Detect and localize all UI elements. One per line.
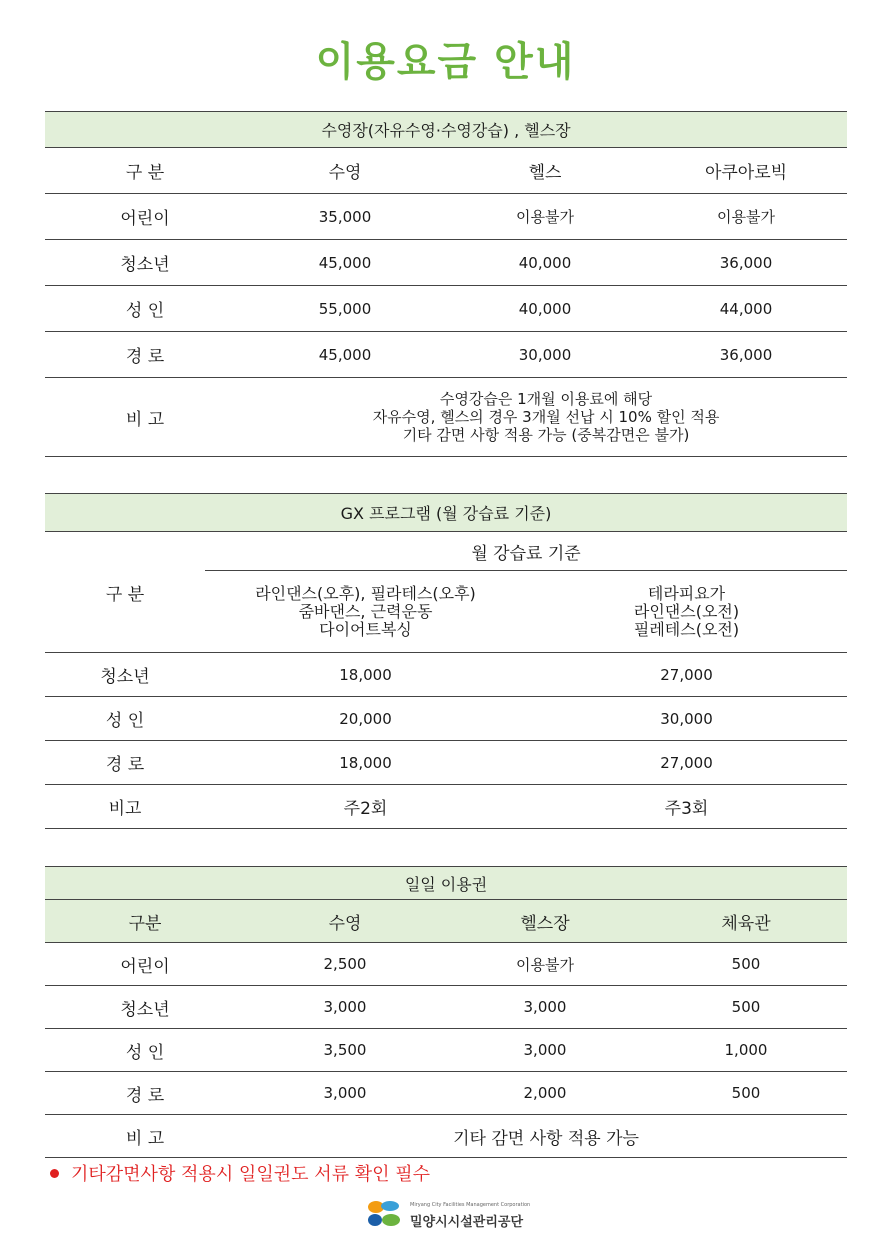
table-cell: 500: [645, 943, 847, 986]
table-cell: 1,000: [645, 1029, 847, 1072]
program-name: 다이어트복싱: [319, 619, 412, 639]
table-cell: 3,000: [245, 1072, 445, 1115]
table-cell: 35,000: [245, 194, 445, 240]
column-header: 헬스장: [445, 900, 645, 943]
table-cell: 44,000: [645, 286, 847, 332]
note-line: 기타 감면 사항 적용 가능 (중복감면은 불가): [402, 426, 690, 444]
table-cell: 3,000: [445, 1029, 645, 1072]
column-header: 구 분: [45, 148, 245, 194]
table-cell: 3,000: [445, 986, 645, 1029]
table-row: [45, 741, 847, 785]
program-group-1: [205, 571, 526, 653]
table-cell: 이용불가: [445, 943, 645, 986]
program-name: 라인댄스(오전): [633, 601, 740, 621]
column-header: 체육관: [645, 900, 847, 943]
program-group-2: [526, 571, 847, 653]
logo-mark-icon: [366, 1198, 402, 1230]
column-header: 수영: [245, 148, 445, 194]
table-heading: 수영장(자유수영·수영강습) , 헬스장: [45, 112, 847, 148]
row-label: 경 로: [45, 741, 205, 785]
table-cell: 2,500: [245, 943, 445, 986]
row-label: 성 인: [45, 1029, 245, 1072]
note-text: [245, 378, 847, 457]
row-label: 성 인: [45, 286, 245, 332]
table-heading: 일일 이용권: [45, 867, 847, 900]
program-name: 라인댄스(오후), 필라테스(오후): [255, 583, 476, 603]
daily-pass-fee-table: [45, 866, 847, 1158]
table-row: [45, 653, 847, 697]
table-cell: 45,000: [245, 240, 445, 286]
table-cell: 이용불가: [445, 194, 645, 240]
table-row: [45, 240, 847, 286]
note-row: [45, 378, 847, 457]
row-label: 어린이: [45, 943, 245, 986]
table-cell: 18,000: [205, 741, 526, 785]
footer-notice-text: 기타감면사항 적용시 일일권도 서류 확인 필수: [71, 1164, 430, 1185]
table-cell: 36,000: [645, 240, 847, 286]
table-cell: 이용불가: [645, 194, 847, 240]
column-header: 구 분: [45, 532, 205, 653]
table-row: [45, 943, 847, 986]
table-cell: 27,000: [526, 741, 847, 785]
table-cell: 주3회: [526, 785, 847, 829]
row-label: 비고: [45, 785, 205, 829]
row-label: 경 로: [45, 1072, 245, 1115]
page-title: 이용요금 안내: [315, 39, 576, 85]
table-cell: 주2회: [205, 785, 526, 829]
table-cell: 40,000: [445, 240, 645, 286]
table-row: [45, 1029, 847, 1072]
table-cell: 3,500: [245, 1029, 445, 1072]
program-name: 줌바댄스, 근력운동: [298, 601, 433, 621]
table-row: [45, 332, 847, 378]
row-label: 어린이: [45, 194, 245, 240]
table-cell: 3,000: [245, 986, 445, 1029]
note-row: [45, 1115, 847, 1158]
column-header: 구분: [45, 900, 245, 943]
table-cell: 30,000: [526, 697, 847, 741]
table-cell: 30,000: [445, 332, 645, 378]
table-cell: 20,000: [205, 697, 526, 741]
pool-gym-fee-table: [45, 111, 847, 457]
row-label: 성 인: [45, 697, 205, 741]
note-label: 비 고: [45, 378, 245, 457]
row-label: 청소년: [45, 653, 205, 697]
row-label: 청소년: [45, 240, 245, 286]
table-row: [45, 1072, 847, 1115]
row-label: 청소년: [45, 986, 245, 1029]
table-heading: GX 프로그램 (월 강습료 기준): [45, 494, 847, 532]
program-name: 테라피요가: [647, 583, 726, 603]
note-label: 비 고: [45, 1115, 245, 1158]
table-cell: 500: [645, 986, 847, 1029]
gx-program-fee-table: [45, 493, 847, 829]
note-text: 기타 감면 사항 적용 가능: [245, 1115, 847, 1158]
column-header: 아쿠아로빅: [645, 148, 847, 194]
table-row: [45, 286, 847, 332]
table-row: [45, 986, 847, 1029]
table-cell: 55,000: [245, 286, 445, 332]
sub-heading: 월 강습료 기준: [205, 532, 847, 571]
table-cell: 18,000: [205, 653, 526, 697]
table-cell: 2,000: [445, 1072, 645, 1115]
table-row: [45, 697, 847, 741]
table-cell: 27,000: [526, 653, 847, 697]
table-row: [45, 785, 847, 829]
column-header: 헬스: [445, 148, 645, 194]
table-cell: 500: [645, 1072, 847, 1115]
logo-subtitle: Miryang City Facilities Management Corporation: [410, 1202, 531, 1208]
table-cell: 45,000: [245, 332, 445, 378]
note-line: 수영강습은 1개월 이용료에 해당: [439, 390, 653, 408]
program-name: 필레테스(오전): [633, 619, 740, 639]
row-label: 경 로: [45, 332, 245, 378]
table-row: [45, 194, 847, 240]
column-header: 수영: [245, 900, 445, 943]
table-cell: 36,000: [645, 332, 847, 378]
note-line: 자유수영, 헬스의 경우 3개월 선납 시 10% 할인 적용: [372, 408, 720, 426]
logo-name: 밀양시시설관리공단: [410, 1215, 524, 1230]
table-cell: 40,000: [445, 286, 645, 332]
bullet-dot-icon: [50, 1169, 59, 1178]
footer-notice: [50, 1160, 430, 1186]
